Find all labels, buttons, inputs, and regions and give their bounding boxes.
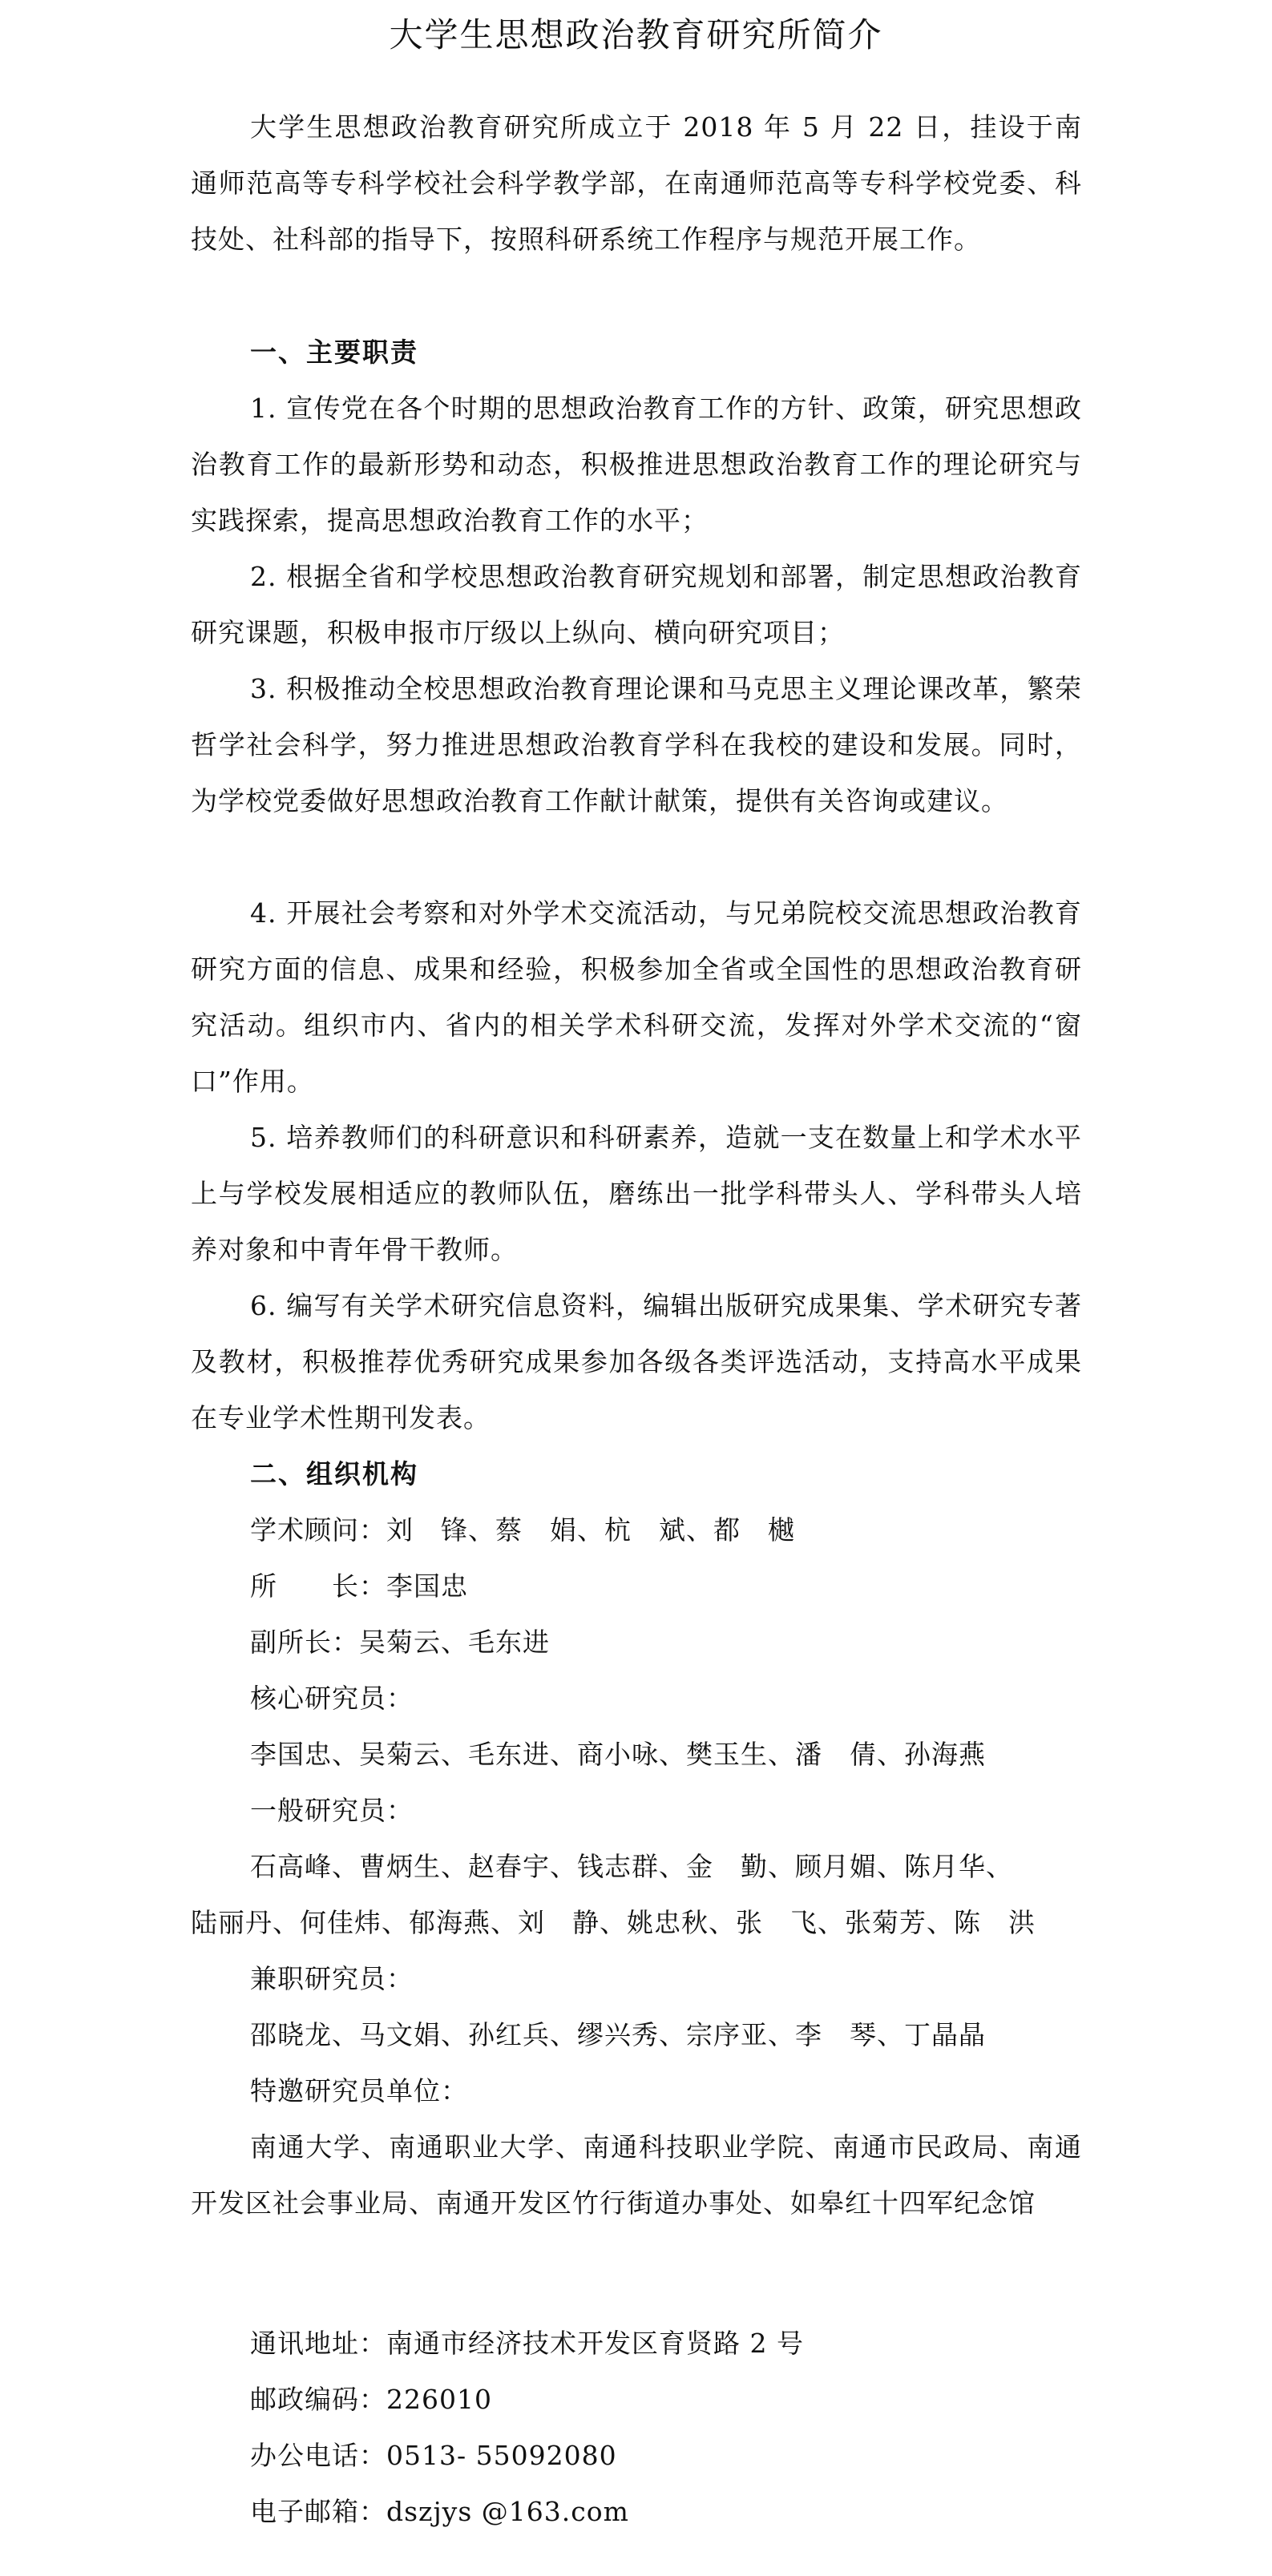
- director-line: 所 长：李国忠: [250, 1570, 468, 1602]
- core-researchers-label: 核心研究员：: [250, 1683, 414, 1714]
- duty-item-5: 5. 培养教师们的科研意识和科研素养，造就一支在数量上和学术水平上与学校发展相适应的教师队伍，磨练出一批学科带头人、学科带头人培养对象和中青年骨干教师。: [191, 1122, 1082, 1265]
- duty-item-6: 6. 编写有关学术研究信息资料，编辑出版研究成果集、学术研究专著及教材，积极推荐优秀研究成果参加各级各类评选活动，支持高水平成果在专业学术性期刊发表。: [191, 1290, 1082, 1433]
- duty-item-4: 4. 开展社会考察和对外学术交流活动，与兄弟院校交流思想政治教育研究方面的信息、成果和经验，积极参加全省或全国性的思想政治教育研究活动。组织市内、省内的相关学术科研交流，发挥对外学术交流的“窗口”作用。: [191, 897, 1082, 1097]
- contact-address: 通讯地址：南通市经济技术开发区育贤路 2 号: [250, 2328, 804, 2359]
- contact-phone: 办公电话：0513- 55092080: [250, 2440, 617, 2471]
- vice-director-line: 副所长：吴菊云、毛东进: [250, 1627, 550, 1658]
- intro-paragraph: 大学生思想政治教育研究所成立于 2018 年 5 月 22 日，挂设于南通师范高等专科学校社会科学教学部，在南通师范高等专科学校党委、科技处、社科部的指导下，按照科研系统工作程序与规范开展工作。: [191, 111, 1082, 255]
- general-researchers-label: 一般研究员：: [250, 1795, 414, 1826]
- duty-item-2: 2. 根据全省和学校思想政治教育研究规划和部署，制定思想政治教育研究课题，积极申报市厅级以上纵向、横向研究项目；: [191, 561, 1082, 648]
- duty-item-3: 3. 积极推动全校思想政治教育理论课和马克思主义理论课改革，繁荣哲学社会科学，努力推进思想政治教育学科在我校的建设和发展。同时，为学校党委做好思想政治教育工作献计献策，提供有关咨询或建议。: [191, 673, 1082, 816]
- invited-units-label: 特邀研究员单位：: [250, 2075, 468, 2106]
- parttime-researchers-list: 邵晓龙、马文娟、孙红兵、缪兴秀、宗序亚、李 琴、丁晶晶: [250, 2019, 986, 2050]
- advisors-line: 学术顾问：刘 锋、蔡 娟、杭 斌、都 樾: [250, 1514, 795, 1546]
- invited-units-list: 南通大学、南通职业大学、南通科技职业学院、南通市民政局、南通开发区社会事业局、南通开发区竹行街道办事处、如皋红十四军纪念馆: [191, 2131, 1082, 2219]
- section2-heading: 二、组织机构: [250, 1458, 418, 1490]
- section1-heading: 一、主要职责: [250, 337, 418, 368]
- core-researchers-list: 李国忠、吴菊云、毛东进、商小咏、樊玉生、潘 倩、孙海燕: [250, 1739, 986, 1770]
- parttime-researchers-label: 兼职研究员：: [250, 1963, 414, 1994]
- general-researchers-list-2: 陆丽丹、何佳炜、郁海燕、刘 静、姚忠秋、张 飞、张菊芳、陈 洪: [191, 1907, 1036, 1938]
- contact-postcode: 邮政编码：226010: [250, 2384, 492, 2415]
- contact-email: 电子邮箱：dszjys @163.com: [250, 2496, 629, 2527]
- duty-item-1: 1. 宣传党在各个时期的思想政治教育工作的方针、政策，研究思想政治教育工作的最新形势和动态，积极推进思想政治教育工作的理论研究与实践探索，提高思想政治教育工作的水平；: [191, 393, 1082, 536]
- document-title: 大学生思想政治教育研究所简介: [389, 15, 883, 54]
- general-researchers-list-1: 石高峰、曹炳生、赵春宇、钱志群、金 勤、顾月媚、陈月华、: [250, 1851, 1013, 1882]
